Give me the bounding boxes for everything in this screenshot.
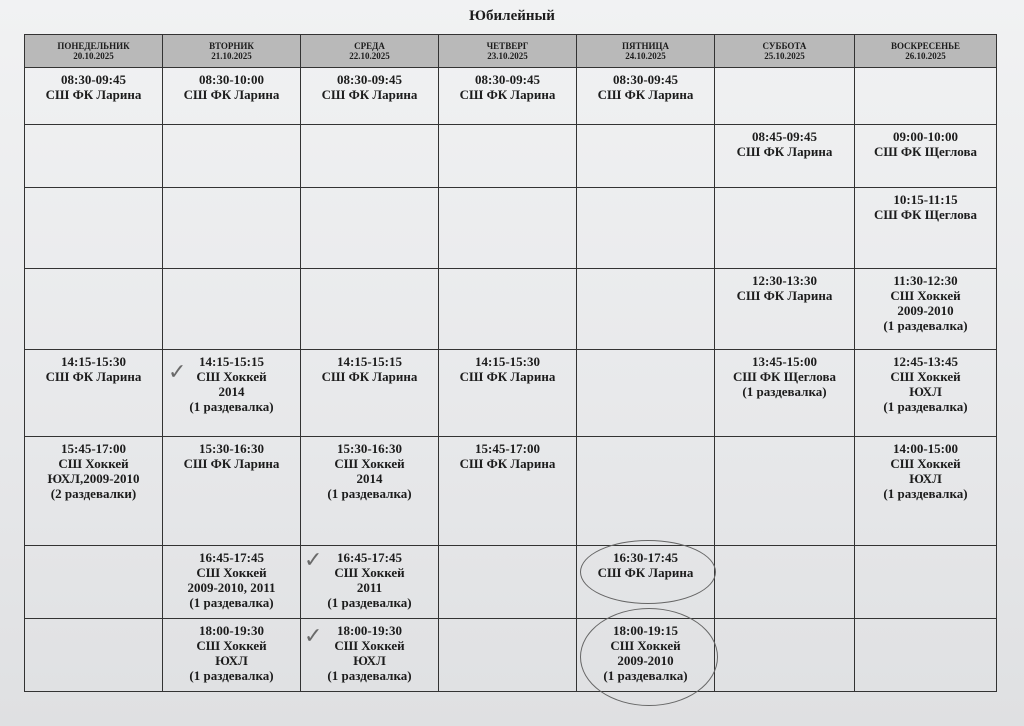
schedule-cell (577, 619, 715, 692)
schedule-cell (577, 546, 715, 619)
schedule-cell (855, 68, 997, 125)
schedule-cell (715, 268, 855, 349)
schedule-cell (855, 187, 997, 268)
session-detail: СШ Хоккей (890, 287, 961, 303)
time-slot: 08:30-09:45 (613, 72, 678, 87)
time-slot: 08:30-09:45 (61, 72, 126, 87)
day-date: 20.10.2025 (73, 51, 114, 61)
session-detail: 2014 (218, 383, 245, 399)
day-name: СРЕДА (354, 41, 385, 51)
schedule-cell (577, 187, 715, 268)
check-mark-icon: ✓ (168, 360, 187, 385)
session-detail: (1 раздевалка) (742, 383, 827, 399)
session-detail: СШ Хоккей (58, 455, 129, 471)
day-header (439, 35, 577, 68)
schedule-cell (301, 436, 439, 545)
time-slot: 15:45-17:00 (475, 440, 540, 456)
schedule-cell (855, 124, 997, 187)
session-detail: СШ ФК Ларина (597, 565, 694, 581)
session-detail: СШ ФК Ларина (597, 87, 694, 102)
day-header (855, 35, 997, 68)
session-detail: СШ Хоккей (196, 368, 267, 384)
schedule-cell (439, 436, 577, 545)
day-date: 22.10.2025 (349, 51, 390, 61)
schedule-cell (439, 619, 577, 692)
time-slot: 18:00-19:30 (199, 623, 264, 638)
session-detail: СШ Хоккей (196, 565, 267, 581)
schedule-cell (439, 187, 577, 268)
session-detail: ЮХЛ (215, 653, 248, 668)
session-detail: СШ ФК Ларина (183, 455, 280, 471)
day-header (715, 35, 855, 68)
schedule-cell (439, 124, 577, 187)
time-slot: 16:45-17:45 (337, 550, 402, 566)
session-detail: 2011 (356, 580, 383, 596)
schedule-cell (715, 619, 855, 692)
time-slot: 15:45-17:00 (61, 440, 126, 456)
time-slot: 14:00-15:00 (893, 440, 958, 456)
session-detail: ЮХЛ (353, 653, 386, 668)
time-slot: 12:30-13:30 (752, 272, 817, 288)
session-detail: СШ Хоккей (196, 638, 267, 653)
schedule-cell (163, 124, 301, 187)
session-detail: ЮХЛ,2009-2010 (47, 470, 140, 486)
schedule-cell (25, 546, 163, 619)
session-detail: (1 раздевалка) (327, 668, 412, 683)
time-slot: 08:45-09:45 (752, 128, 817, 144)
schedule-cell (577, 268, 715, 349)
schedule-cell (163, 187, 301, 268)
day-date: 25.10.2025 (764, 51, 805, 61)
table-row (25, 546, 997, 619)
day-date: 23.10.2025 (487, 51, 528, 61)
day-header (301, 35, 439, 68)
session-detail: СШ ФК Ларина (736, 143, 833, 159)
schedule-cell (439, 268, 577, 349)
session-detail: СШ Хоккей (334, 638, 405, 653)
day-name: ВОСКРЕСЕНЬЕ (890, 41, 961, 51)
session-detail: 2009-2010 (617, 653, 674, 668)
time-slot: 15:30-16:30 (337, 440, 402, 456)
table-row (25, 619, 997, 692)
session-detail: (1 раздевалка) (327, 485, 412, 501)
day-header (25, 35, 163, 68)
check-mark-icon: ✓ (304, 548, 323, 573)
session-detail: ЮХЛ (909, 383, 942, 399)
schedule-cell (439, 546, 577, 619)
session-detail: (1 раздевалка) (883, 485, 968, 501)
day-date: 24.10.2025 (625, 51, 666, 61)
schedule-cell (715, 124, 855, 187)
schedule-cell (301, 268, 439, 349)
schedule-cell (25, 187, 163, 268)
schedule-cell (25, 268, 163, 349)
session-detail: СШ Хоккей (610, 638, 681, 653)
day-date: 26.10.2025 (905, 51, 946, 61)
schedule-cell (715, 546, 855, 619)
session-detail: СШ ФК Щеглова (732, 368, 837, 384)
schedule-cell (715, 349, 855, 436)
session-detail: 2014 (356, 470, 383, 486)
time-slot: 16:45-17:45 (199, 550, 264, 566)
time-slot: 14:15-15:30 (61, 353, 126, 369)
time-slot: 18:00-19:30 (337, 623, 402, 638)
session-detail: СШ ФК Ларина (459, 455, 556, 471)
session-detail: (1 раздевалка) (189, 595, 274, 611)
session-detail: СШ ФК Ларина (45, 368, 142, 384)
time-slot: 14:15-15:15 (337, 353, 402, 369)
table-row (25, 436, 997, 545)
schedule-cell (163, 268, 301, 349)
schedule-cell (163, 436, 301, 545)
time-slot: 14:15-15:15 (199, 353, 264, 369)
time-slot: 18:00-19:15 (613, 623, 678, 638)
session-detail: (2 раздевалки) (50, 485, 137, 501)
schedule-cell (163, 68, 301, 125)
schedule-cell (855, 268, 997, 349)
session-detail: СШ ФК Ларина (321, 368, 418, 384)
session-detail: 2009-2010 (897, 302, 954, 318)
session-detail: (1 раздевалка) (189, 398, 274, 414)
session-detail: (1 раздевалка) (883, 317, 968, 333)
schedule-cell (715, 187, 855, 268)
session-detail: СШ Хоккей (890, 368, 961, 384)
session-detail: СШ Хоккей (890, 455, 961, 471)
session-detail: СШ ФК Щеглова (873, 206, 978, 222)
schedule-cell (855, 546, 997, 619)
schedule-cell (163, 546, 301, 619)
schedule-cell (301, 187, 439, 268)
time-slot: 15:30-16:30 (199, 440, 264, 456)
schedule-cell (439, 68, 577, 125)
session-detail: СШ ФК Ларина (459, 87, 556, 102)
session-detail: (1 раздевалка) (603, 668, 688, 683)
schedule-cell (301, 124, 439, 187)
time-slot: 09:00-10:00 (893, 128, 958, 144)
day-name: ВТОРНИК (209, 41, 254, 51)
schedule-cell (25, 124, 163, 187)
day-name: ПЯТНИЦА (621, 41, 669, 51)
time-slot: 08:30-10:00 (199, 72, 264, 87)
session-detail: СШ ФК Ларина (321, 87, 418, 102)
session-detail: СШ Хоккей (334, 565, 405, 581)
day-name: ПОНЕДЕЛЬНИК (57, 41, 130, 51)
schedule-cell (715, 436, 855, 545)
schedule-cell (25, 436, 163, 545)
schedule-cell (163, 619, 301, 692)
schedule-cell (577, 436, 715, 545)
schedule-cell (855, 619, 997, 692)
schedule-cell (715, 68, 855, 125)
time-slot: 08:30-09:45 (337, 72, 402, 87)
time-slot: 10:15-11:15 (893, 191, 958, 207)
table-row (25, 268, 997, 349)
time-slot: 08:30-09:45 (475, 72, 540, 87)
table-row (25, 124, 997, 187)
session-detail: (1 раздевалка) (189, 668, 274, 683)
session-detail: (1 раздевалка) (327, 595, 412, 611)
session-detail: СШ ФК Ларина (459, 368, 556, 384)
session-detail: СШ ФК Щеглова (873, 143, 978, 159)
session-detail: ЮХЛ (909, 470, 942, 486)
schedule-cell (855, 349, 997, 436)
schedule-cell (577, 68, 715, 125)
schedule-cell (25, 68, 163, 125)
time-slot: 11:30-12:30 (893, 272, 958, 288)
session-detail: СШ Хоккей (334, 455, 405, 471)
schedule-cell (577, 349, 715, 436)
session-detail: СШ ФК Ларина (736, 287, 833, 303)
schedule-cell (25, 349, 163, 436)
schedule-cell (439, 349, 577, 436)
session-detail: СШ ФК Ларина (183, 87, 280, 102)
session-detail: СШ ФК Ларина (45, 87, 142, 102)
time-slot: 16:30-17:45 (613, 550, 678, 566)
day-header (163, 35, 301, 68)
document-title: Юбилейный (469, 8, 555, 24)
schedule-cell (301, 349, 439, 436)
day-name: СУББОТА (762, 41, 807, 51)
schedule-cell (577, 124, 715, 187)
day-header (577, 35, 715, 68)
time-slot: 13:45-15:00 (752, 353, 817, 369)
day-name: ЧЕТВЕРГ (486, 41, 529, 51)
time-slot: 12:45-13:45 (893, 353, 958, 369)
schedule-cell (855, 436, 997, 545)
session-detail: 2009-2010, 2011 (187, 580, 276, 596)
check-mark-icon: ✓ (304, 624, 323, 649)
time-slot: 14:15-15:30 (475, 353, 540, 369)
schedule-cell (301, 68, 439, 125)
schedule-cell (25, 619, 163, 692)
table-row (25, 187, 997, 268)
day-date: 21.10.2025 (211, 51, 252, 61)
session-detail: (1 раздевалка) (883, 398, 968, 414)
table-row (25, 68, 997, 125)
header-row (25, 35, 997, 68)
